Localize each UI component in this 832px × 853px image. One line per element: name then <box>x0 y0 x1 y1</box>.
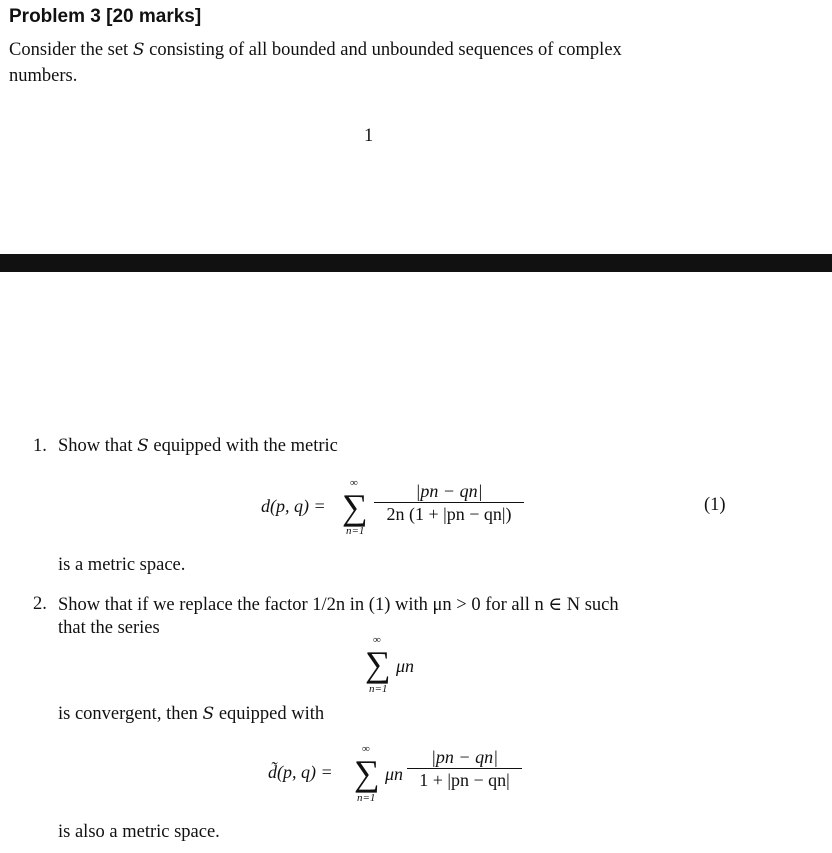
eq1-sum-lower: n=1 <box>346 525 365 537</box>
page-number: 1 <box>364 126 374 146</box>
eq1-numerator: |pn − qn| <box>415 481 483 501</box>
eq2-denominator: 1 + |pn − qn| <box>419 770 510 790</box>
item-2-conclusion: is also a metric space. <box>58 822 220 842</box>
item-2-set-symbol: S <box>202 704 215 724</box>
item-2-statement <box>58 704 324 725</box>
eq1-fraction <box>374 480 524 525</box>
item-2-line-2: that the series <box>58 618 160 638</box>
eq1-lhs: d(p, q) = <box>261 496 326 516</box>
item-1-statement <box>58 436 338 457</box>
item-2-text-b: equipped with <box>218 704 325 724</box>
eq2-fraction <box>407 746 522 791</box>
series-sum-symbol: ∑ <box>365 644 391 684</box>
series-sum-lower: n=1 <box>369 683 388 695</box>
eq2-lhs: d̃(p, q) = <box>268 762 333 782</box>
item-1-text-a: Show that <box>58 436 133 456</box>
item-1-text-b: equipped with the metric <box>153 436 338 456</box>
item-2-line-1: Show that if we replace the factor 1/2n in (1) with μn > 0 for all n ∈ N such <box>58 595 619 615</box>
intro-line-2: numbers. <box>9 66 78 86</box>
page-divider <box>0 254 832 272</box>
intro-text-b: consisting of all bounded and unbounded sequences of complex <box>149 40 622 60</box>
eq1-sum-upper: ∞ <box>350 477 358 489</box>
eq2-sum-upper: ∞ <box>362 743 370 755</box>
eq2-sum-symbol: ∑ <box>354 753 380 793</box>
item-1-number: 1. <box>33 436 47 456</box>
intro-text-a: Consider the set <box>9 40 129 60</box>
eq1-tag: (1) <box>704 495 726 515</box>
intro-line-1 <box>9 40 622 61</box>
item-1-conclusion: is a metric space. <box>58 555 186 575</box>
set-symbol: S <box>132 40 145 60</box>
eq2-numerator: |pn − qn| <box>430 747 499 767</box>
item-2-number: 2. <box>33 594 47 614</box>
eq2-sum-lower: n=1 <box>357 792 376 804</box>
eq1-sum-symbol: ∑ <box>342 487 368 527</box>
item-1-set-symbol: S <box>137 436 149 456</box>
item-2-text-a: is convergent, then <box>58 704 198 724</box>
problem-heading: Problem 3 [20 marks] <box>9 6 202 27</box>
series-sum-upper: ∞ <box>373 634 381 646</box>
eq1-denominator: 2n (1 + |pn − qn|) <box>386 504 512 524</box>
series-term: μn <box>396 656 415 676</box>
eq2-weight: μn <box>385 764 404 784</box>
